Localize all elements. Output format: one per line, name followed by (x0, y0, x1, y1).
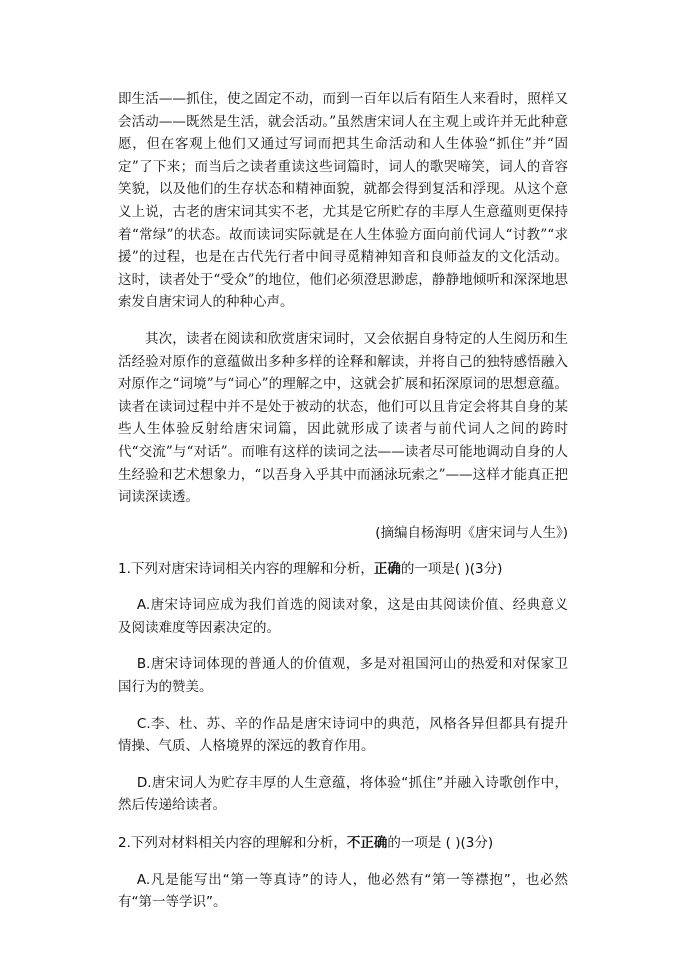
question-2-stem-text: 2.下列对材料相关内容的理解和分析， (118, 835, 347, 852)
question-2-stem-tail: 的一项是 ( )(3分) (387, 835, 494, 852)
question-1-option-c: C.李、杜、苏、辛的作品是唐宋诗词中的典范，风格各异但都具有提升情操、气质、人格境界的深远的教育作用。 (118, 715, 568, 755)
passage-paragraph-2: 其次，读者在阅读和欣赏唐宋词时，又会依据自身特定的人生阅历和生活经验对原作的意蕴做出多种多样的诠释和解读，并将自己的独特感悟融入对原作之“词境”与“词心”的理解之中，这就会扩展和拓深原词的思想意蕴。读者在读词过程中并不是处于被动的状态，他们可以且肯定会将其自身的某些人生体验反射给唐宋词篇，因此就形成了读者与前代词人之间的跨时代“交流”与“对话”。而唯有这样的读词之法——读者尽可能地调动自身的人生经验和艺术想象力，“以吾身入乎其中而涵泳玩索之”——这样才能真正把词读深读透。 (118, 330, 568, 506)
question-1-emphasis: 正确 (373, 560, 401, 577)
question-2-option-a: A.凡是能写出“第一等真诗”的诗人，他必然有“第一等襟抱”，也必然有“第一等学识”。 (118, 871, 568, 911)
question-1-option-a: A.唐宋诗词应成为我们首选的阅读对象，这是由其阅读价值、经典意义及阅读难度等因素决定的。 (118, 597, 568, 636)
passage-source-citation: (摘编自杨海明《唐宋词与人生》) (375, 524, 568, 541)
question-1-option-d: D.唐宋词人为贮存丰厚的人生意蕴，将体验“抓住”并融入诗歌创作中，然后传递给读者。 (118, 774, 568, 814)
document-body (118, 88, 568, 914)
question-1-stem-text: 1.下列对唐宋诗词相关内容的理解和分析， (118, 560, 374, 577)
question-2-stem (118, 832, 568, 855)
question-1-option-b: B.唐宋诗词体现的普通人的价值观，多是对祖国河山的热爱和对保家卫国行为的赞美。 (118, 656, 568, 696)
question-1-stem (118, 558, 568, 581)
question-1-stem-tail: 的一项是( )(3分) (400, 560, 503, 577)
question-2-emphasis: 不正确 (346, 835, 388, 852)
passage-paragraph-1: 即生活——抓住，使之固定不动，而到一百年以后有陌生人来看时，照样又会活动——既然是生活，就会活动。”虽然唐宋词人在主观上或许并无此种意愿，但在客观上他们又通过写词而把其生命活动和人生体验“抓住”并“固定”了下来；而当后之读者重读这些词篇时，词人的歌哭啼笑，词人的音容笑貌，以及他们的生存状态和精神面貌，就都会得到复活和浮现。从这个意义上说，古老的唐宋词其实不老，尤其是它所贮存的丰厚人生意蕴则更保持着“常绿”的状态。故而读词实际就是在人生体验方面向前代词人“讨教”“求援”的过程，也是在古代先行者中间寻觅精神知音和良师益友的文化活动。这时，读者处于“受众”的地位，他们必须澄思渺虑，静静地倾听和深深地思索发自唐宋词人的种种心声。 (118, 91, 568, 311)
